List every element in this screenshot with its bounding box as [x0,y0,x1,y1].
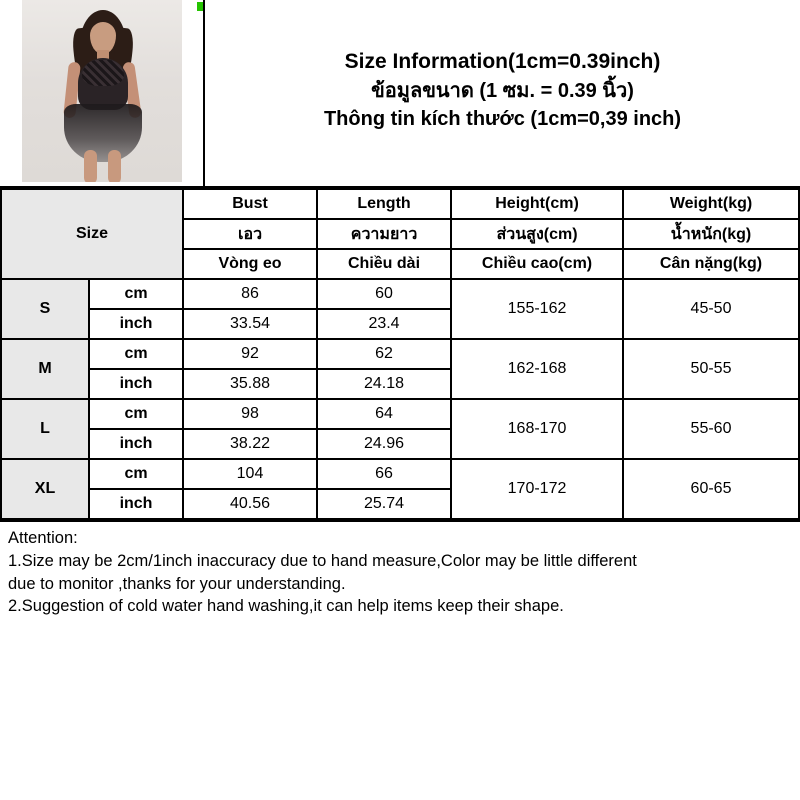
model-skirt-shape [64,104,142,162]
header-bust-th: เอว [183,219,317,249]
header-length-th: ความยาว [317,219,451,249]
attention-line-1: 1.Size may be 2cm/1inch inaccuracy due to hand measure,Color may be little different [8,551,637,570]
header-length-en: Length [317,189,451,219]
size-table [0,188,800,520]
row-m-bust-inch: 35.88 [183,369,317,399]
row-m-bust-cm: 92 [183,339,317,369]
header-bust-en: Bust [183,189,317,219]
table-header-row-en [1,189,799,219]
table-row [1,339,799,369]
row-l-bust-inch: 38.22 [183,429,317,459]
model-leg-right-shape [108,150,121,182]
header-bust-vi: Vòng eo [183,249,317,279]
row-l-length-inch: 24.96 [317,429,451,459]
row-l-bust-cm: 98 [183,399,317,429]
row-s-bust-cm: 86 [183,279,317,309]
title-thai: ข้อมูลขนาด (1 ซม. = 0.39 นิ้ว) [371,79,634,102]
row-s-weight: 45-50 [623,279,799,339]
row-l-length-cm: 64 [317,399,451,429]
row-xl-weight: 60-65 [623,459,799,519]
row-xl-unit-cm: cm [89,459,183,489]
product-photo-cell [0,0,205,186]
row-size-l: L [1,399,89,459]
header-section [0,0,800,188]
row-m-length-cm: 62 [317,339,451,369]
row-size-xl: XL [1,459,89,519]
attention-line-3: 2.Suggestion of cold water hand washing,it can help items keep their shape. [8,597,564,616]
header-weight-th: น้ำหนัก(kg) [623,219,799,249]
row-s-unit-cm: cm [89,279,183,309]
header-height-en: Height(cm) [451,189,623,219]
title-vietnamese: Thông tin kích thước (1cm=0,39 inch) [323,107,682,130]
row-m-weight: 50-55 [623,339,799,399]
model-lace-detail-shape [82,60,124,86]
table-row [1,459,799,489]
row-m-unit-cm: cm [89,339,183,369]
row-l-unit-cm: cm [89,399,183,429]
header-height-vi: Chiều cao(cm) [451,249,623,279]
row-xl-length-cm: 66 [317,459,451,489]
header-height-th: ส่วนสูง(cm) [451,219,623,249]
row-m-height: 162-168 [451,339,623,399]
attention-heading: Attention: [8,529,78,547]
row-xl-unit-inch: inch [89,489,183,519]
row-size-s: S [1,279,89,339]
row-s-height: 155-162 [451,279,623,339]
row-s-length-inch: 23.4 [317,309,451,339]
table-row [1,279,799,309]
row-s-bust-inch: 33.54 [183,309,317,339]
model-leg-left-shape [84,150,97,182]
product-photo [22,0,182,182]
row-size-m: M [1,339,89,399]
row-s-length-cm: 60 [317,279,451,309]
row-xl-bust-inch: 40.56 [183,489,317,519]
row-m-unit-inch: inch [89,369,183,399]
row-l-weight: 55-60 [623,399,799,459]
row-xl-bust-cm: 104 [183,459,317,489]
row-s-unit-inch: inch [89,309,183,339]
header-length-vi: Chiều dài [317,249,451,279]
green-marker [197,2,205,11]
header-weight-en: Weight(kg) [623,189,799,219]
row-l-unit-inch: inch [89,429,183,459]
attention-line-2: due to monitor ,thanks for your understanding. [8,574,346,593]
row-xl-height: 170-172 [451,459,623,519]
title-english: Size Information(1cm=0.39inch) [344,49,661,73]
header-weight-vi: Cân nặng(kg) [623,249,799,279]
row-m-length-inch: 24.18 [317,369,451,399]
row-xl-length-inch: 25.74 [317,489,451,519]
title-block [205,0,800,186]
table-row [1,399,799,429]
attention-section [0,520,800,618]
row-l-height: 168-170 [451,399,623,459]
size-column-label: Size [1,189,183,279]
